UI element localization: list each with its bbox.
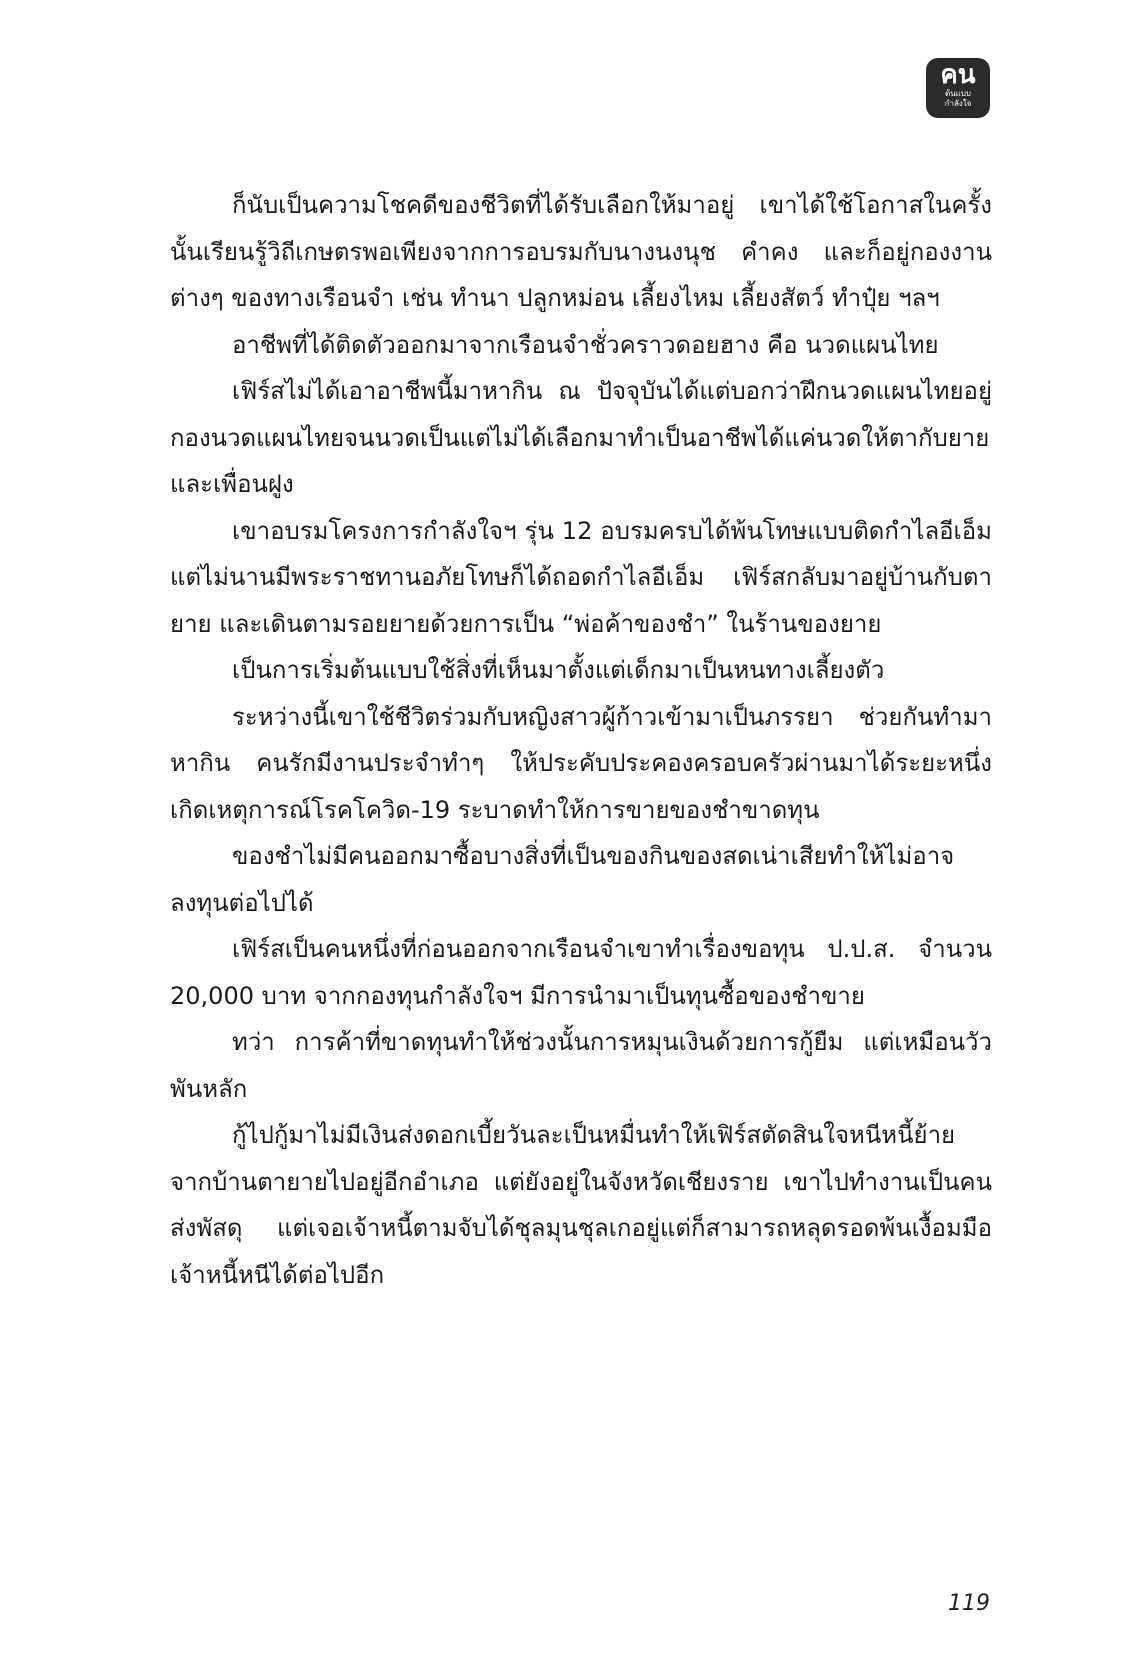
paragraph: ระหว่างนี้เขาใช้ชีวิตร่วมกับหญิงสาวผู้ก้าวเข้ามาเป็นภรรยา ช่วยกันทำมาหากิน คนรักมีงานประจำทำๆ ให้ประคับประคองครอบครัวผ่านมาได้ระยะหนึ่ง เกิดเหตุการณ์โรคโควิด-19 ระบาดทำให้การขายของชำขาดทุน <box>170 702 992 824</box>
page-body <box>170 182 992 1298</box>
logo-sub-text-1: ต้นแบบ <box>945 89 971 98</box>
logo-main-text: คน <box>940 60 976 90</box>
book-logo-badge <box>926 58 990 118</box>
page-number: 119 <box>948 1591 990 1616</box>
paragraph: เขาอบรมโครงการกำลังใจฯ รุ่น 12 อบรมครบได้พ้นโทษแบบติดกำไลอีเอ็ม แต่ไม่นานมีพระราชทานอภัยโทษก็ได้ถอดกำไลอีเอ็ม เฟิร์สกลับมาอยู่บ้านกับตายาย และเดินตามรอยยายด้วยการเป็น “พ่อค้าของชำ” ในร้านของยาย <box>170 516 992 638</box>
paragraph: อาชีพที่ได้ติดตัวออกมาจากเรือนจำชั่วคราวดอยฮาง คือ นวดแผนไทย <box>232 330 939 359</box>
paragraph: เฟิร์สเป็นคนหนึ่งที่ก่อนออกจากเรือนจำเขาทำเรื่องขอทุน ป.ป.ส. จำนวน 20,000 บาท จากกองทุนกำลังใจฯ มีการนำมาเป็นทุนซื้อของชำขาย <box>170 935 992 1010</box>
paragraph: ของชำไม่มีคนออกมาซื้อบางสิ่งที่เป็นของกินของสดเน่าเสียทำให้ไม่อาจลงทุนต่อไปได้ <box>170 842 955 917</box>
logo-sub-text-2: กำลังใจ <box>944 99 972 108</box>
paragraph: เฟิร์สไม่ได้เอาอาชีพนี้มาหากิน ณ ปัจจุบันได้แต่บอกว่าฝึกนวดแผนไทยอยู่กองนวดแผนไทยจนนวดเป็นแต่ไม่ได้เลือกมาทำเป็นอาชีพได้แค่นวดให้ตากับยายและเพื่อนฝูง <box>170 377 992 498</box>
paragraph: กู้ไปกู้มาไม่มีเงินส่งดอกเบี้ยวันละเป็นหมื่นทำให้เฟิร์สตัดสินใจหนีหนี้ย้ายจากบ้านตายายไปอยู่อีกอำเภอ แต่ยังอยู่ในจังหวัดเชียงราย เขาไปทำงานเป็นคนส่งพัสดุ แต่เจอเจ้าหนี้ตามจับได้ชุลมุนชุลเกอยู่แต่ก็สามารถหลุดรอดพ้นเงื้อมมือเจ้าหนี้หนีได้ต่อไปอีก <box>170 1121 992 1289</box>
paragraph: ก็นับเป็นความโชคดีของชีวิตที่ได้รับเลือกให้มาอยู่ เขาได้ใช้โอกาสในครั้งนั้นเรียนรู้วิถีเกษตรพอเพียงจากการอบรมกับนางนงนุช คำคง และก็อยู่กองงานต่างๆ ของทางเรือนจำ เช่น ทำนา ปลูกหม่อน เลี้ยงไหม เลี้ยงสัตว์ ทำปุ๋ย ฯลฯ <box>170 191 992 312</box>
paragraph: ทว่า การค้าที่ขาดทุนทำให้ช่วงนั้นการหมุนเงินด้วยการกู้ยืม แต่เหมือนวัวพันหลัก <box>170 1028 992 1103</box>
paragraph: เป็นการเริ่มต้นแบบใช้สิ่งที่เห็นมาตั้งแต่เด็กมาเป็นหนทางเลี้ยงตัว <box>232 656 885 684</box>
